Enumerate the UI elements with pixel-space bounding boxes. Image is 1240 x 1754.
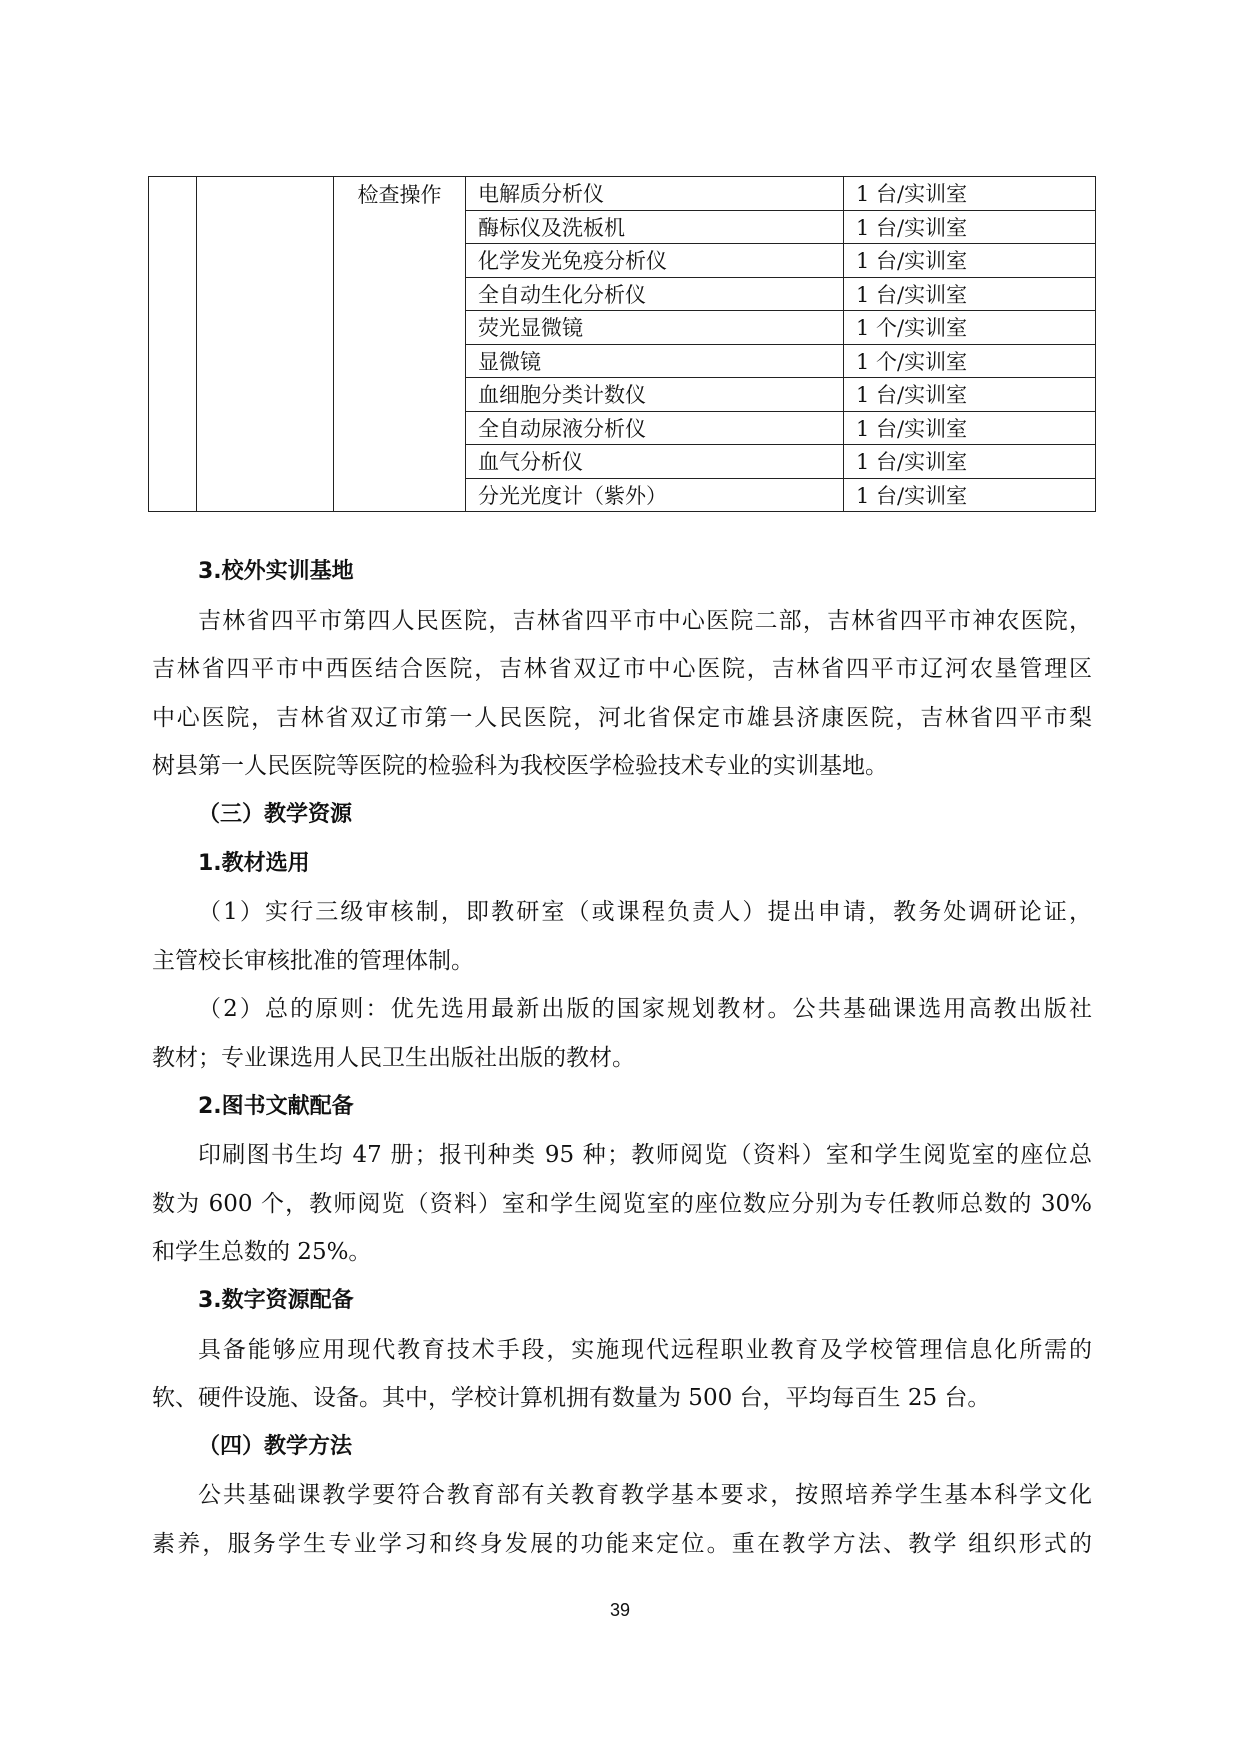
paragraph-line: 素养，服务学生专业学习和终身发展的功能来定位。重在教学方法、教学 组织形式的 bbox=[152, 1530, 1092, 1557]
equipment-name: 分光光度计（紫外） bbox=[466, 478, 844, 512]
paragraph-line: 吉林省四平市中西医结合医院，吉林省双辽市中心医院，吉林省四平市辽河农垦管理区 bbox=[152, 656, 1092, 683]
subsection-heading-textbook: 1.教材选用 bbox=[198, 850, 310, 876]
equipment-name: 酶标仪及洗板机 bbox=[466, 210, 844, 244]
section-heading-teaching-methods: （四）教学方法 bbox=[198, 1433, 353, 1459]
equipment-name: 电解质分析仪 bbox=[466, 177, 844, 211]
equipment-name: 荧光显微镜 bbox=[466, 311, 844, 345]
section-heading-teaching-resources: （三）教学资源 bbox=[198, 801, 353, 827]
page-number: 39 bbox=[609, 1600, 631, 1620]
document-body bbox=[152, 548, 1092, 1568]
equipment-name: 血气分析仪 bbox=[466, 445, 844, 479]
section-heading-external-base: 3.校外实训基地 bbox=[198, 559, 354, 584]
paragraph-line: （1）实行三级审核制，即教研室（或课程负责人）提出申请，教务处调研论证， bbox=[198, 899, 1092, 926]
equipment-quantity: 1 台/实训室 bbox=[844, 277, 1096, 311]
equipment-quantity: 1 台/实训室 bbox=[844, 378, 1096, 412]
paragraph-line: 具备能够应用现代教育技术手段，实施现代远程职业教育及学校管理信息化所需的 bbox=[198, 1336, 1092, 1363]
equipment-name: 全自动生化分析仪 bbox=[466, 277, 844, 311]
paragraph-line: 主管校长审核批准的管理体制。 bbox=[152, 947, 474, 974]
paragraph-line: 教材；专业课选用人民卫生出版社出版的教材。 bbox=[152, 1044, 635, 1071]
equipment-quantity: 1 台/实训室 bbox=[844, 244, 1096, 278]
table-cell-blank bbox=[197, 177, 334, 512]
equipment-name: 显微镜 bbox=[466, 344, 844, 378]
paragraph-line: 印刷图书生均 47 册；报刊种类 95 种；教师阅览（资料）室和学生阅览室的座位总 bbox=[198, 1142, 1092, 1169]
paragraph-line: 树县第一人民医院等医院的检验科为我校医学检验技术专业的实训基地。 bbox=[152, 753, 888, 780]
subsection-heading-digital: 3.数字资源配备 bbox=[198, 1287, 354, 1313]
paragraph-line: 公共基础课教学要符合教育部有关教育教学基本要求，按照培养学生基本科学文化 bbox=[198, 1482, 1092, 1509]
paragraph-line: （2）总的原则：优先选用最新出版的国家规划教材。公共基础课选用高教出版社 bbox=[198, 996, 1092, 1023]
equipment-quantity: 1 个/实训室 bbox=[844, 344, 1096, 378]
equipment-quantity: 1 台/实训室 bbox=[844, 411, 1096, 445]
paragraph-line: 和学生总数的 25%。 bbox=[152, 1239, 372, 1266]
table-row bbox=[149, 177, 1096, 211]
paragraph-line: 数为 600 个，教师阅览（资料）室和学生阅览室的座位数应分别为专任教师总数的 30% bbox=[152, 1190, 1092, 1217]
category-cell: 检查操作 bbox=[334, 177, 466, 512]
equipment-quantity: 1 个/实训室 bbox=[844, 311, 1096, 345]
equipment-table bbox=[148, 176, 1096, 512]
paragraph-line: 软、硬件设施、设备。其中，学校计算机拥有数量为 500 台，平均每百生 25 台。 bbox=[152, 1385, 991, 1412]
paragraph-line: 中心医院，吉林省双辽市第一人民医院，河北省保定市雄县济康医院，吉林省四平市梨 bbox=[152, 704, 1092, 731]
equipment-quantity: 1 台/实训室 bbox=[844, 210, 1096, 244]
paragraph-line: 吉林省四平市第四人民医院，吉林省四平市中心医院二部，吉林省四平市神农医院， bbox=[198, 607, 1092, 634]
equipment-name: 血细胞分类计数仪 bbox=[466, 378, 844, 412]
table-cell-blank bbox=[149, 177, 197, 512]
equipment-name: 全自动尿液分析仪 bbox=[466, 411, 844, 445]
equipment-name: 化学发光免疫分析仪 bbox=[466, 244, 844, 278]
subsection-heading-library: 2.图书文献配备 bbox=[198, 1093, 354, 1119]
equipment-quantity: 1 台/实训室 bbox=[844, 478, 1096, 512]
equipment-quantity: 1 台/实训室 bbox=[844, 445, 1096, 479]
equipment-quantity: 1 台/实训室 bbox=[844, 177, 1096, 211]
